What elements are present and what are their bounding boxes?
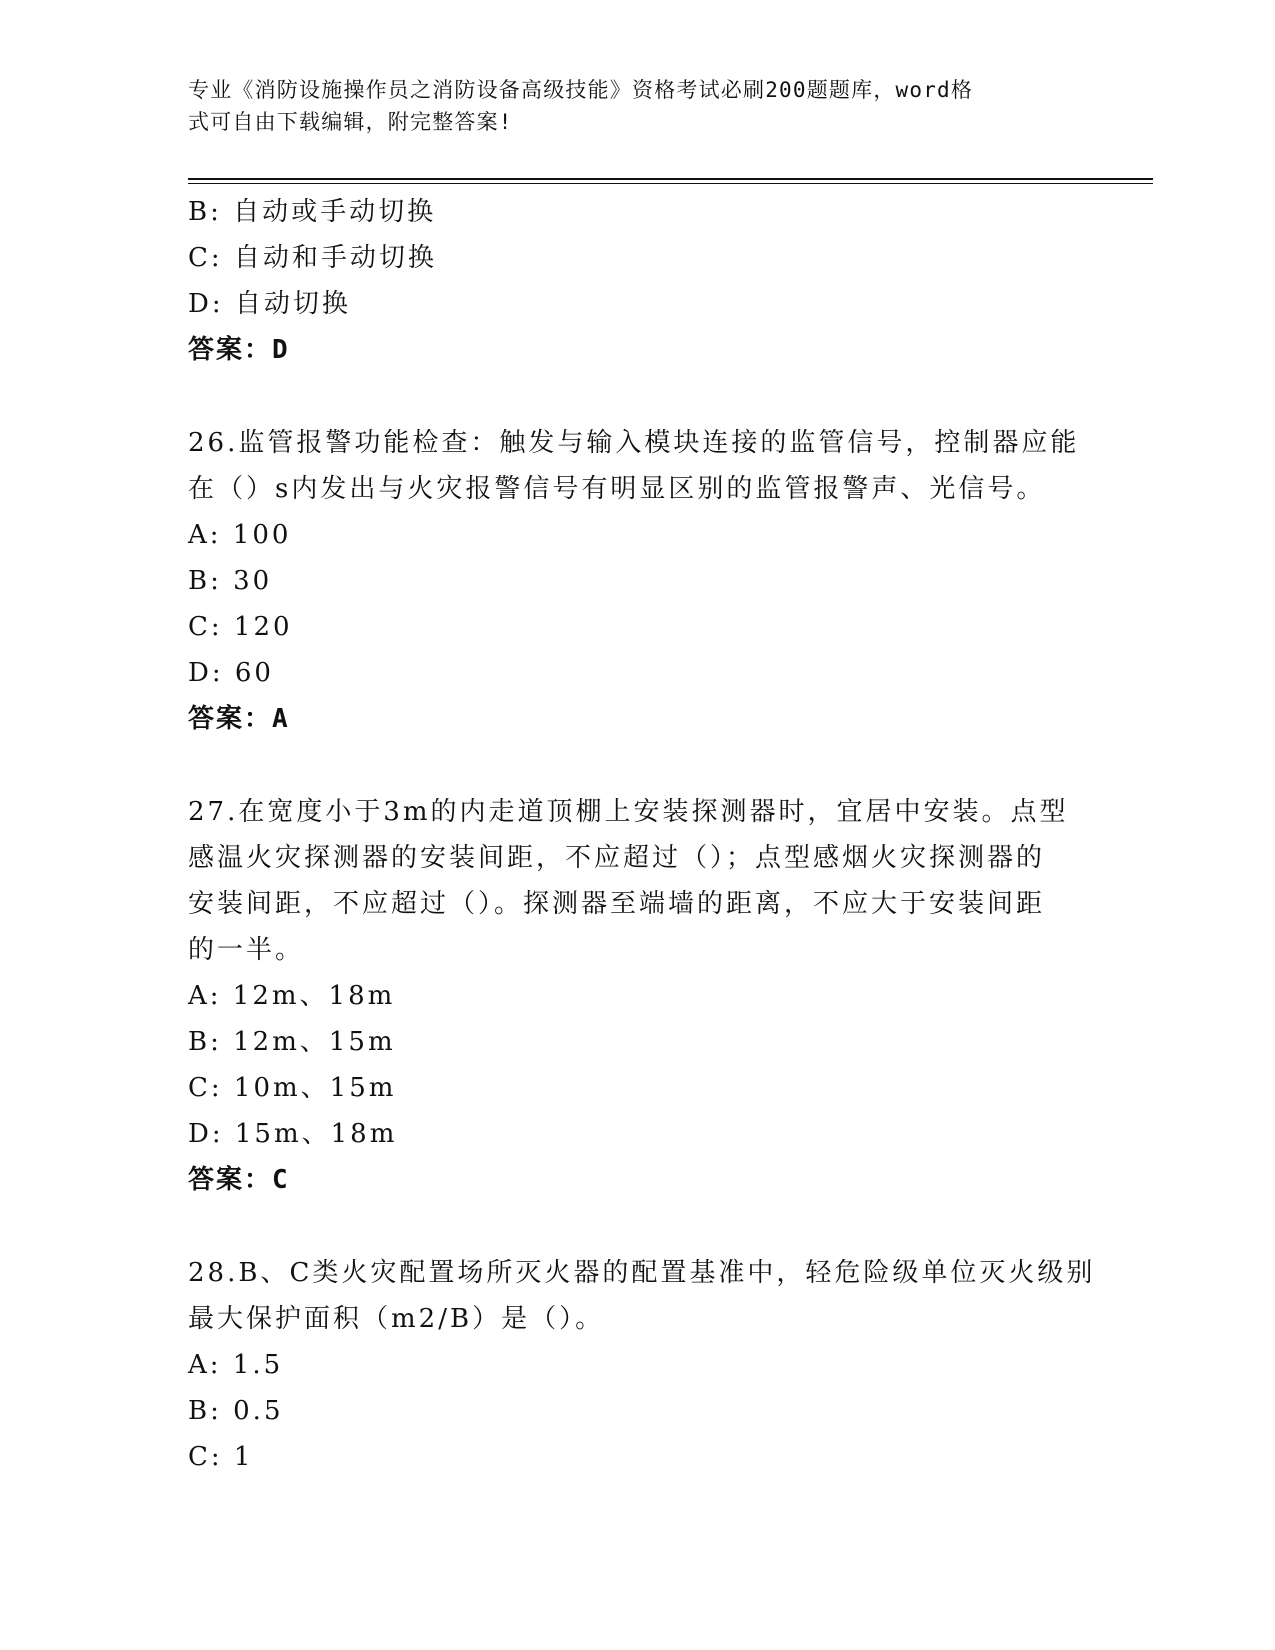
option-a: A: 12m、18m (188, 981, 396, 1011)
option-d: D: 自动切换 (188, 289, 351, 319)
question-28 (188, 1250, 1096, 1480)
answer-label: 答案：C (188, 1165, 290, 1195)
question-stem (188, 1250, 1096, 1342)
question-stem (188, 789, 1088, 973)
option-c: C: 自动和手动切换 (188, 243, 437, 273)
header-line-1: 专业《消防设施操作员之消防设备高级技能》资格考试必刷200题题库，word格 (188, 78, 974, 102)
stem-line: 26.监管报警功能检查：触发与输入模块连接的监管信号，控制器应能 (188, 428, 1080, 458)
option-d: D: 60 (188, 658, 274, 688)
header-divider-thin (188, 183, 1153, 184)
stem-line: 28.B、C类火灾配置场所灭火器的配置基准中，轻危险级单位灭火级别 (188, 1258, 1096, 1288)
stem-line: 的一半。 (188, 935, 305, 965)
header-divider-thick (188, 178, 1153, 180)
option-b: B: 12m、15m (188, 1027, 396, 1057)
question-27 (188, 789, 1088, 1203)
stem-line: 感温火灾探测器的安装间距，不应超过（）；点型感烟火灾探测器的 (188, 843, 1046, 873)
answer-label: 答案：D (188, 335, 290, 365)
header-line-2: 式可自由下载编辑，附完整答案! (188, 110, 513, 134)
option-b: B: 30 (188, 566, 273, 596)
option-c: C: 1 (188, 1442, 254, 1472)
option-d: D: 15m、18m (188, 1119, 398, 1149)
option-b: B: 自动或手动切换 (188, 197, 437, 227)
option-a: A: 100 (188, 520, 292, 550)
stem-line: 安装间距，不应超过（）。探测器至端墙的距离，不应大于安装间距 (188, 889, 1046, 919)
stem-line: 在（）s内发出与火灾报警信号有明显区别的监管报警声、光信号。 (188, 474, 1046, 504)
question-stem (188, 420, 1088, 512)
option-c: C: 120 (188, 612, 293, 642)
document-header (188, 74, 1068, 138)
question-content (188, 189, 1096, 1480)
option-a: A: 1.5 (188, 1350, 284, 1380)
stem-line: 最大保护面积（m2/B）是（）。 (188, 1304, 605, 1334)
stem-line: 27.在宽度小于3m的内走道顶棚上安装探测器时，宜居中安装。点型 (188, 797, 1069, 827)
option-b: B: 0.5 (188, 1396, 284, 1426)
question-25-tail (188, 189, 1088, 373)
question-26 (188, 420, 1088, 742)
answer-label: 答案：A (188, 704, 290, 734)
option-c: C: 10m、15m (188, 1073, 397, 1103)
